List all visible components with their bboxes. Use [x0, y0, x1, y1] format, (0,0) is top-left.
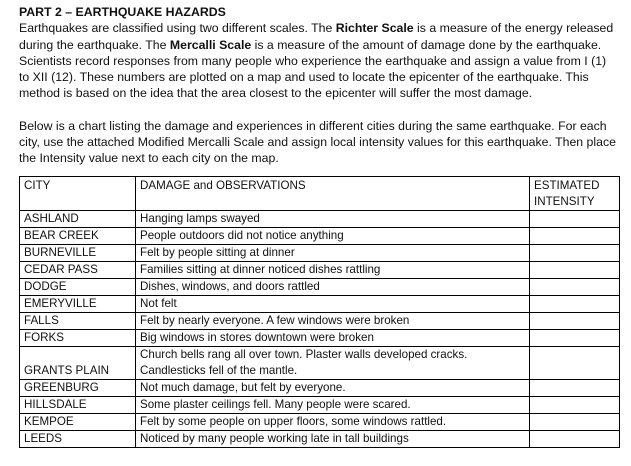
damage-cell: Dishes, windows, and doors rattled — [136, 278, 530, 295]
table-row — [20, 227, 620, 244]
table-row — [20, 261, 620, 278]
damage-cell: Big windows in stores downtown were broken — [136, 329, 530, 346]
city-cell: FORKS — [20, 329, 136, 346]
intensity-cell[interactable] — [530, 244, 620, 261]
table-row — [20, 413, 620, 430]
city-cell: CEDAR PASS — [20, 261, 136, 278]
section-heading: PART 2 – EARTHQUAKE HAZARDS — [19, 5, 226, 19]
intro-paragraph — [19, 20, 619, 101]
city-cell: HILLSDALE — [20, 396, 136, 413]
city-cell: FALLS — [20, 312, 136, 329]
intensity-cell[interactable] — [530, 379, 620, 396]
damage-cell: Not much damage, but felt by everyone. — [136, 379, 530, 396]
table-body — [20, 210, 620, 447]
bold-term: Mercalli Scale — [169, 37, 252, 52]
city-cell: DODGE — [20, 278, 136, 295]
city-cell: GREENBURG — [20, 379, 136, 396]
intensity-cell[interactable] — [530, 227, 620, 244]
intro-text: is a measure of the amount of damage done by the earthquake. Scientists record responses from many people who experience the earthquake and assign a value from I (1) to XII (12). These numbers are plotted on a map and used to locate the epicenter of the earthquake. This method is based on the idea that the area closest to the epicenter will suffer the most damage. — [19, 37, 607, 101]
city-cell: EMERYVILLE — [20, 295, 136, 312]
damage-cell: Some plaster ceilings fell. Many people were scared. — [136, 396, 530, 413]
intensity-cell[interactable] — [530, 430, 620, 447]
instructions-paragraph: Below is a chart listing the damage and experiences in different cities during the same earthquake. For each city, use the attached Modified Mercalli Scale and assign local intensity values for this earthquake. Then place the Intensity value next to each city on the map. — [19, 118, 616, 166]
table-row — [20, 210, 620, 227]
intro-text: is a measure of the energy released during the earthquake. The — [19, 21, 614, 52]
damage-cell: Families sitting at dinner noticed dishes rattling — [136, 261, 530, 278]
table-row — [20, 312, 620, 329]
table-row — [20, 430, 620, 447]
table-row — [20, 346, 620, 379]
table-header-row — [20, 176, 620, 210]
damage-cell: Not felt — [136, 295, 530, 312]
earthquake-intensity-table — [19, 176, 620, 448]
damage-cell: Noticed by many people working late in tall buildings — [136, 430, 530, 447]
table-row — [20, 396, 620, 413]
intensity-cell[interactable] — [530, 329, 620, 346]
damage-cell: Felt by nearly everyone. A few windows were broken — [136, 312, 530, 329]
table-row — [20, 278, 620, 295]
intensity-cell[interactable] — [530, 312, 620, 329]
table-row — [20, 295, 620, 312]
bold-term: Richter Scale — [335, 21, 414, 36]
table-row — [20, 244, 620, 261]
intensity-cell[interactable] — [530, 295, 620, 312]
table-row — [20, 329, 620, 346]
city-cell: KEMPOE — [20, 413, 136, 430]
header-intensity: ESTIMATED INTENSITY — [530, 176, 620, 210]
paragraph-gap — [19, 102, 631, 118]
intensity-cell[interactable] — [530, 210, 620, 227]
damage-cell: Felt by people sitting at dinner — [136, 244, 530, 261]
damage-cell: Felt by some people on upper floors, some windows rattled. — [136, 413, 530, 430]
intensity-cell[interactable] — [530, 396, 620, 413]
header-city: CITY — [20, 176, 136, 210]
city-cell: BEAR CREEK — [20, 227, 136, 244]
damage-cell: Church bells rang all over town. Plaster walls developed cracks. Candlesticks fell of the mantle. — [136, 346, 530, 379]
header-damage: DAMAGE and OBSERVATIONS — [136, 176, 530, 210]
city-cell: ASHLAND — [20, 210, 136, 227]
damage-cell: People outdoors did not notice anything — [136, 227, 530, 244]
city-cell: LEEDS — [20, 430, 136, 447]
intensity-cell[interactable] — [530, 261, 620, 278]
intensity-cell[interactable] — [530, 278, 620, 295]
intro-text: Earthquakes are classified using two different scales. The — [19, 21, 336, 36]
intensity-cell[interactable] — [530, 346, 620, 379]
damage-cell: Hanging lamps swayed — [136, 210, 530, 227]
city-cell: GRANTS PLAIN — [20, 346, 136, 379]
city-cell: BURNEVILLE — [20, 244, 136, 261]
table-row — [20, 379, 620, 396]
intensity-cell[interactable] — [530, 413, 620, 430]
